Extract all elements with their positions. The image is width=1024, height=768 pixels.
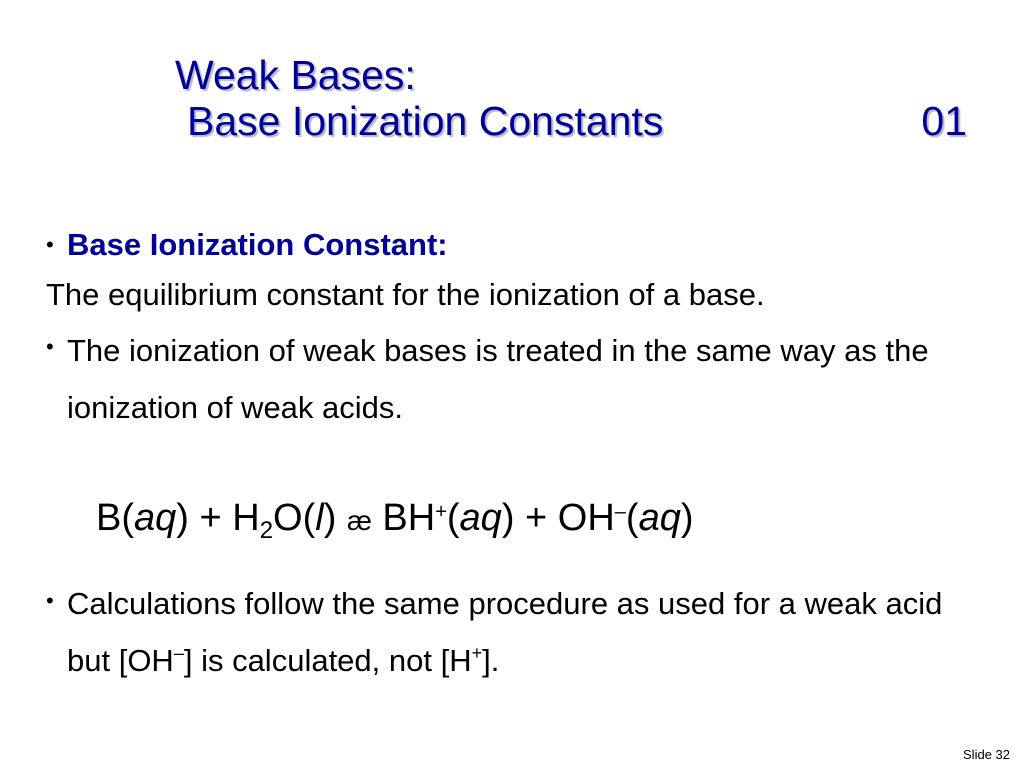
bullet-calculations bbox=[46, 575, 986, 689]
eq-part: O( bbox=[273, 497, 316, 539]
slide-title bbox=[175, 52, 975, 144]
eq-italic: l bbox=[315, 497, 324, 539]
title-number: 01 bbox=[921, 98, 967, 144]
eq-superscript: – bbox=[614, 501, 626, 523]
eq-part: ) + H bbox=[176, 497, 260, 539]
eq-part: ) bbox=[680, 497, 694, 539]
eq-italic: aq bbox=[638, 497, 681, 539]
calc-text-a: Calculations follow the same procedure as used for a weak acid but [OH bbox=[67, 586, 943, 678]
slide-body-lower bbox=[46, 575, 986, 689]
title-line-1: Weak Bases: bbox=[175, 52, 416, 98]
eq-part: ( bbox=[625, 497, 639, 539]
bullet-calculations-text bbox=[46, 575, 986, 689]
title-line-2: Base Ionization Constants bbox=[187, 98, 664, 144]
eq-part: BH bbox=[382, 497, 436, 539]
eq-italic: aq bbox=[134, 497, 177, 539]
definition-term: Base Ionization Constant: bbox=[67, 227, 448, 262]
equilibrium-arrow-icon: æ bbox=[346, 505, 372, 536]
bullet-ionization-weak-bases bbox=[46, 322, 986, 436]
eq-italic: aq bbox=[459, 497, 502, 539]
bullet-icon: • bbox=[46, 588, 54, 613]
eq-part: ) + OH bbox=[501, 497, 615, 539]
calc-superscript-minus: – bbox=[173, 643, 184, 663]
calc-text-b: ] is calculated, not [H bbox=[183, 643, 472, 678]
calc-superscript-plus: + bbox=[471, 643, 483, 663]
eq-part: B( bbox=[96, 497, 134, 539]
bullet-ionization-text: The ionization of weak bases is treated in the same way as the ionization of weak acids. bbox=[67, 333, 929, 425]
slide-body bbox=[46, 222, 986, 436]
bullet-icon: • bbox=[46, 232, 54, 257]
calc-text-c: ]. bbox=[482, 643, 500, 678]
slide-number: Slide 32 bbox=[963, 747, 1010, 762]
definition-text: The equilibrium constant for the ionization of a base. bbox=[46, 277, 765, 312]
definition-bullet bbox=[46, 222, 986, 268]
eq-subscript: 2 bbox=[259, 517, 274, 544]
eq-part: ( bbox=[446, 497, 460, 539]
ionization-equation bbox=[96, 486, 694, 557]
eq-superscript: + bbox=[435, 501, 447, 523]
bullet-icon: • bbox=[46, 334, 54, 359]
eq-part: ) bbox=[323, 497, 337, 539]
